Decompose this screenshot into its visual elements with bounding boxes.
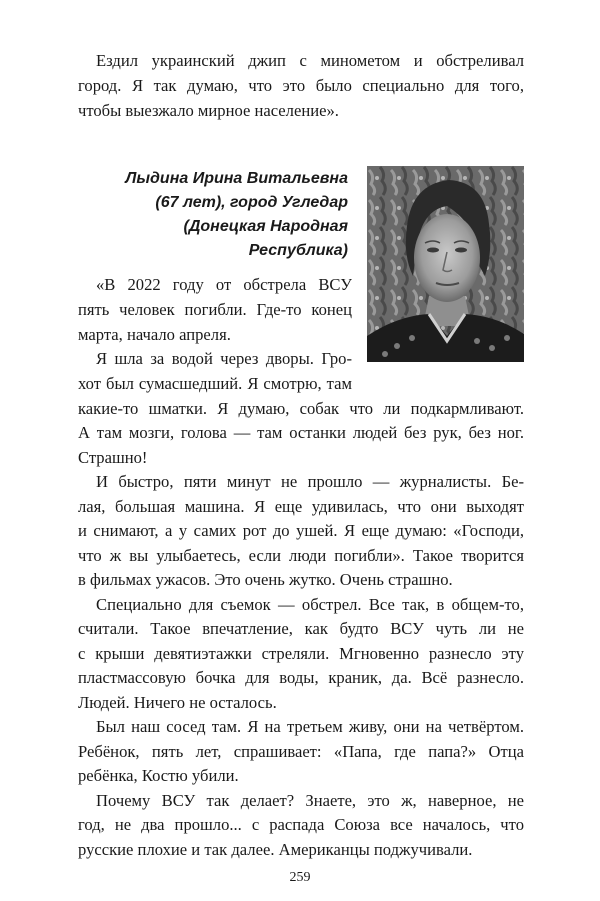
- body-line-18: Людей. Ничего не осталось.: [78, 693, 277, 712]
- body-line-5: хот был сумасшедший. Я смотрю, там: [78, 374, 352, 393]
- intro-line-2: город. Я так думаю, что это было специально для того,: [78, 76, 524, 95]
- body-line-11: и снимают, а у самих рот до ушей. Я еще думаю: «Господи,: [78, 521, 524, 540]
- body-line-21: ребёнка, Костю убили.: [78, 766, 239, 785]
- intro-line-3: чтобы выезжало мирное население».: [78, 101, 339, 120]
- body-line-16: с крыши девятиэтажки стреляли. Мгновенно разнесло эту: [78, 644, 524, 663]
- heading-line-2: (67 лет), город Угледар: [155, 194, 348, 211]
- body-line-8: Страшно!: [78, 448, 148, 467]
- body-line-2: пять человек погибли. Где-то конец: [78, 300, 352, 319]
- body-line-24: русские плохие и так далее. Американцы поджучивали.: [78, 840, 473, 859]
- body-line-17: пластмассовую бочка для воды, краник, да. Всё разнесло.: [78, 668, 524, 687]
- body-line-6: какие-то шматки. Я думаю, собак что ли подкармливают.: [78, 399, 524, 418]
- body-line-12: что ж вы улыбаетесь, если люди погибли». Такое творится: [78, 546, 524, 565]
- heading-line-4: Республика): [248, 242, 348, 259]
- body-line-3: марта, начало апреля.: [78, 325, 231, 344]
- body-line-7: А там мозги, голова — там останки людей без рук, без ног.: [78, 423, 524, 442]
- body-line-15: считали. Такое впечатление, как будто ВСУ чуть ли не: [78, 619, 524, 638]
- page-number: 259: [289, 870, 311, 885]
- body-line-9: И быстро, пяти минут не прошло — журналисты. Бе-: [96, 472, 524, 491]
- body-line-20: Ребёнок, пять лет, спрашивает: «Папа, где папа?» Отца: [78, 742, 524, 761]
- body-line-4: Я шла за водой через дворы. Гро-: [96, 349, 352, 368]
- heading-line-1: Лыдина Ирина Витальевна: [125, 170, 348, 187]
- portrait-photo: [367, 166, 524, 362]
- body-line-13: в фильмах ужасов. Это очень жутко. Очень страшно.: [78, 570, 453, 589]
- body-line-1: «В 2022 году от обстрела ВСУ: [96, 275, 352, 294]
- body-line-14: Специально для съемок — обстрел. Все так, в общем-то,: [96, 595, 524, 614]
- body-line-23: год, не два прошло... с распада Союза все началось, что: [78, 815, 524, 834]
- intro-line-1: Ездил украинский джип с минометом и обстреливал: [96, 51, 524, 70]
- body-line-10: лая, большая машина. Я еще удивилась, что они выходят: [78, 497, 524, 516]
- body-line-19: Был наш сосед там. Я на третьем живу, они на четвёртом.: [96, 717, 524, 736]
- body-line-22: Почему ВСУ так делает? Знаете, это ж, наверное, не: [96, 791, 524, 810]
- heading-line-3: (Донецкая Народная: [183, 218, 348, 235]
